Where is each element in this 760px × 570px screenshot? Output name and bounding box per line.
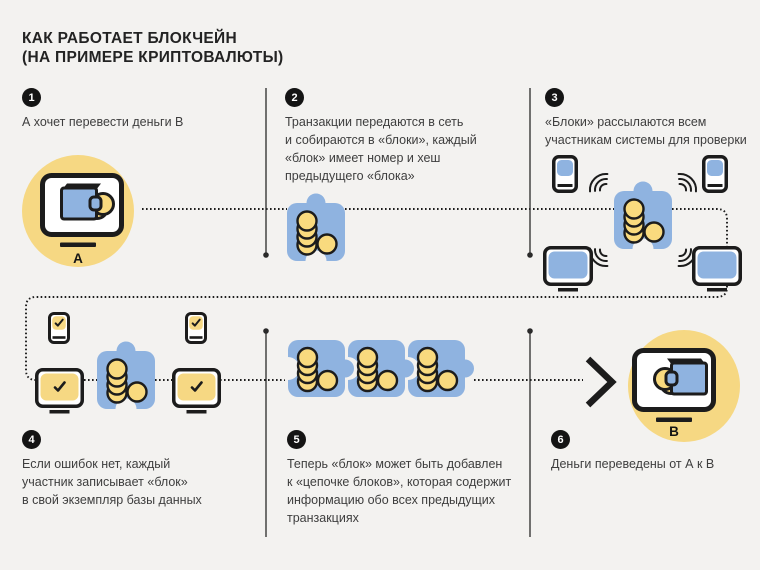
step-3-line: «Блоки» рассылаются всем [545, 115, 707, 129]
step-5-line: Теперь «блок» может быть добавлен [287, 457, 503, 471]
block-with-transactions-icon [97, 342, 155, 420]
step-2-line: Транзакции передаются в сеть [285, 115, 464, 129]
receiver-computer-illustration [628, 330, 740, 442]
monitor-stand [60, 243, 96, 248]
step-6-number-badge: 6 [551, 430, 570, 449]
step-2 [285, 88, 477, 185]
page-title [22, 29, 284, 67]
step-3-text [545, 113, 747, 149]
receiver-label: В [669, 424, 679, 439]
title-line: КАК РАБОТАЕТ БЛОКЧЕЙН [22, 30, 237, 47]
step-1-text [22, 113, 183, 131]
step-1-line: А хочет перевести деньги В [22, 115, 184, 129]
step-6-line: Деньги переведены от А к В [551, 457, 715, 471]
step-6 [551, 430, 714, 473]
divider-dot [263, 252, 269, 258]
step-5-line: к «цепочке блоков», которая содержит [287, 475, 512, 489]
network-broadcast-illustration [545, 157, 741, 292]
divider-dot [527, 252, 533, 258]
arrow-chevron-icon [588, 359, 612, 405]
step-5-line: транзакциях [287, 511, 359, 525]
sender-computer-illustration [22, 155, 134, 267]
monitor-stand [656, 418, 692, 423]
step-4-line: в свой экземпляр базы данных [22, 493, 202, 507]
step-3-line: участникам системы для проверки [545, 133, 747, 147]
divider-dot [527, 328, 533, 334]
step-2-line: и собираются в «блоки», каждый [285, 133, 477, 147]
step-1 [22, 88, 183, 131]
step-6-text [551, 455, 714, 473]
step-2-number-badge: 2 [285, 88, 304, 107]
step-4-number-badge: 4 [22, 430, 41, 449]
step-4-text [22, 455, 202, 509]
step-4-line: участник записывает «блок» [22, 475, 188, 489]
verification-illustration [37, 314, 220, 420]
sender-label: А [73, 251, 83, 266]
step-4-line: Если ошибок нет, каждый [22, 457, 171, 471]
blockchain-chain-illustration [277, 340, 475, 397]
step-3 [545, 88, 747, 149]
step-2-text [285, 113, 477, 185]
step-5-number-badge: 5 [287, 430, 306, 449]
block-with-transactions-icon [287, 194, 345, 272]
step-1-number-badge: 1 [22, 88, 41, 107]
block-with-transactions-icon [614, 182, 672, 260]
step-3-number-badge: 3 [545, 88, 564, 107]
step-5-line: информацию обо всех предыдущих [287, 493, 496, 507]
title-line: (НА ПРИМЕРЕ КРИПТОВАЛЮТЫ) [22, 49, 284, 66]
step-4 [22, 430, 202, 509]
step-2-line: «блок» имеет номер и хеш [285, 151, 441, 165]
step-5 [287, 430, 511, 527]
divider-dot [263, 328, 269, 334]
step-2-line: предыдущего «блока» [285, 169, 415, 183]
step-5-text [287, 455, 511, 527]
